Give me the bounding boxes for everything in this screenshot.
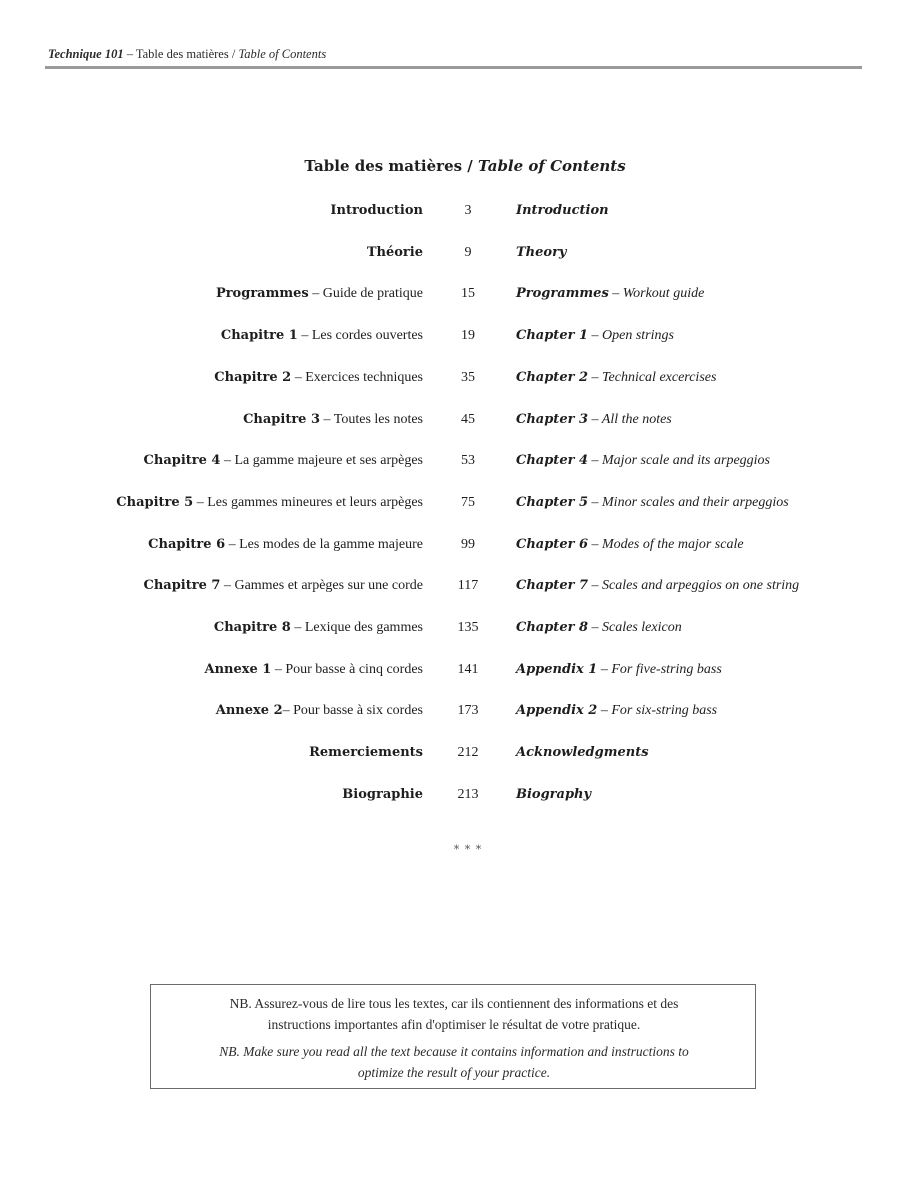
toc-entry-fr-description: – Guide de pratique bbox=[308, 286, 423, 302]
toc-entry-page-number: 35 bbox=[461, 369, 475, 385]
toc-entry-en bbox=[516, 451, 770, 471]
toc-entry-en bbox=[516, 410, 672, 430]
toc-entry-page-number: 53 bbox=[461, 453, 475, 469]
toc-entry-fr-description: – Les cordes ouvertes bbox=[297, 328, 423, 344]
toc-entry-en-description: – Scales lexicon bbox=[588, 620, 682, 635]
page-title-en: Table of Contents bbox=[478, 157, 626, 175]
toc-entry-page-number: 45 bbox=[461, 411, 475, 427]
toc-entry-en-label: Acknowledgments bbox=[516, 745, 649, 761]
toc-entry-fr-label: Programmes bbox=[215, 286, 309, 302]
toc-entry-page-number: 117 bbox=[457, 578, 479, 594]
toc-entry-fr bbox=[214, 368, 423, 388]
toc-entry-fr-label: Chapitre 7 bbox=[143, 578, 221, 594]
toc-entry-en-description: – For five-string bass bbox=[597, 661, 722, 677]
note-en bbox=[151, 1041, 757, 1083]
toc-entry-fr-description: – Les gammes mineures et leurs arpèges bbox=[193, 494, 423, 510]
running-header bbox=[48, 47, 326, 62]
toc-row bbox=[0, 201, 900, 221]
toc-entry-page-number: 15 bbox=[461, 286, 475, 302]
toc-entry-page-number: 173 bbox=[457, 703, 479, 719]
toc-entry-fr-description: – Gammes et arpèges sur une corde bbox=[220, 578, 423, 594]
toc-entry-page-number: 75 bbox=[461, 494, 475, 510]
toc-row bbox=[0, 243, 900, 263]
toc-entry-fr-label: Remerciements bbox=[309, 745, 423, 761]
toc-entry-fr bbox=[367, 243, 423, 263]
toc-entry-page-number: 141 bbox=[457, 661, 479, 677]
toc-row bbox=[0, 701, 900, 721]
toc-entry-en-description: – Minor scales and their arpeggios bbox=[588, 494, 789, 510]
note-fr-line-2: instructions importantes afin d'optimiser le résultat de votre pratique. bbox=[267, 1017, 641, 1032]
toc-row bbox=[0, 326, 900, 346]
toc-entry-fr-label: Chapitre 3 bbox=[243, 411, 321, 427]
toc-entry-fr bbox=[214, 618, 423, 638]
toc-entry-en bbox=[516, 201, 609, 221]
toc-entry-page-number: 3 bbox=[464, 203, 472, 218]
note-fr-line-1: NB. Assurez-vous de lire tous les textes, car ils contiennent des informations et des bbox=[229, 996, 679, 1011]
toc-row bbox=[0, 743, 900, 763]
toc-entry-fr-description: – Pour basse à six cordes bbox=[282, 703, 423, 719]
toc-entry-en bbox=[516, 785, 591, 805]
toc-entry-page-number: 135 bbox=[457, 620, 479, 635]
toc-entry-fr-label: Chapitre 8 bbox=[213, 620, 291, 635]
page-title bbox=[0, 157, 900, 175]
running-header-section-en: Table of Contents bbox=[238, 47, 327, 61]
toc-entry-fr bbox=[148, 535, 423, 555]
toc-entry-en-label: Programmes bbox=[516, 286, 609, 302]
toc-entry-en bbox=[516, 701, 717, 721]
toc-entry-fr bbox=[330, 201, 423, 221]
toc-entry-en bbox=[516, 660, 722, 680]
toc-entry-fr bbox=[116, 493, 423, 513]
toc-entry-en bbox=[516, 576, 799, 596]
running-header-slash: / bbox=[228, 47, 239, 61]
toc-row bbox=[0, 451, 900, 471]
running-header-section-fr: Table des matières bbox=[135, 47, 229, 61]
toc-entry-en-label: Appendix 2 bbox=[516, 703, 598, 719]
toc-entry-fr-description: – La gamme majeure et ses arpèges bbox=[220, 453, 423, 469]
toc-entry-fr-label: Annexe 1 bbox=[204, 661, 272, 677]
toc-entry-fr bbox=[342, 785, 423, 805]
toc-entry-en-label: Chapter 6 bbox=[516, 536, 589, 552]
toc-entry-fr bbox=[221, 326, 423, 346]
note-en-line-1: NB. Make sure you read all the text because it contains information and instructions to bbox=[219, 1044, 689, 1059]
toc-entry-fr bbox=[216, 284, 423, 304]
toc-entry-en bbox=[516, 743, 649, 763]
header-rule bbox=[45, 66, 862, 69]
toc-entry-en-description: – Major scale and its arpeggios bbox=[588, 453, 771, 469]
toc-entry-fr bbox=[144, 576, 424, 596]
toc-entry-en-description: – For six-string bass bbox=[597, 703, 718, 719]
toc-entry-fr-description: – Les modes de la gamme majeure bbox=[225, 536, 423, 552]
toc-entry-fr-label: Chapitre 1 bbox=[220, 328, 298, 344]
toc-entry-page-number: 213 bbox=[457, 786, 479, 802]
note-en-line-2: optimize the result of your practice. bbox=[357, 1065, 551, 1080]
toc-entry-fr-description: – Toutes les notes bbox=[320, 411, 423, 427]
toc-entry-fr bbox=[216, 701, 423, 721]
toc-entry-fr bbox=[144, 451, 423, 471]
toc-entry-en-description: – Open strings bbox=[588, 328, 674, 344]
toc-entry-fr-description: – Exercices techniques bbox=[291, 369, 423, 385]
toc-entry-page-number: 9 bbox=[464, 244, 472, 260]
toc-row bbox=[0, 493, 900, 513]
toc-entry-fr-label: Introduction bbox=[330, 203, 423, 218]
toc-entry-fr-label: Chapitre 6 bbox=[148, 536, 226, 552]
toc-entry-fr-label: Chapitre 2 bbox=[214, 369, 292, 385]
toc-entry-fr-label: Annexe 2 bbox=[215, 703, 283, 719]
toc-entry-en bbox=[516, 535, 744, 555]
toc-entry-en-description: – Technical excercises bbox=[588, 369, 717, 385]
toc-entry-en-label: Chapter 1 bbox=[516, 328, 589, 344]
toc-entry-en-label: Biography bbox=[516, 786, 592, 802]
ornament-separator: * * * bbox=[453, 843, 483, 856]
toc-entry-fr-label: Théorie bbox=[366, 244, 423, 260]
toc-entry-en bbox=[516, 618, 682, 638]
toc-entry-fr-label: Biographie bbox=[342, 786, 423, 802]
toc-entry-fr bbox=[309, 743, 423, 763]
toc-entry-fr bbox=[243, 410, 423, 430]
toc-entry-en bbox=[516, 326, 674, 346]
page-title-slash: / bbox=[462, 157, 478, 175]
toc-entry-en-description: – Scales and arpeggios on one string bbox=[588, 578, 800, 594]
toc-entry-en-label: Chapter 3 bbox=[516, 411, 589, 427]
toc-entry-en-label: Introduction bbox=[516, 203, 609, 218]
toc-entry-en-label: Theory bbox=[516, 244, 567, 260]
toc-row bbox=[0, 368, 900, 388]
toc-row bbox=[0, 410, 900, 430]
toc-entry-fr bbox=[205, 660, 424, 680]
toc-row bbox=[0, 576, 900, 596]
toc-entry-en-label: Chapter 5 bbox=[516, 494, 589, 510]
toc-entry-en-label: Appendix 1 bbox=[516, 661, 598, 677]
toc-entry-page-number: 19 bbox=[461, 328, 475, 344]
toc-entry-en bbox=[516, 493, 789, 513]
toc-row bbox=[0, 284, 900, 304]
toc-entry-page-number: 99 bbox=[461, 536, 475, 552]
toc-entry-fr-description: – Lexique des gammes bbox=[290, 620, 423, 635]
note-box bbox=[150, 984, 756, 1089]
toc-entry-fr-label: Chapitre 5 bbox=[116, 494, 194, 510]
toc-entry-en bbox=[516, 284, 704, 304]
toc-entry-fr-description: – Pour basse à cinq cordes bbox=[271, 661, 423, 677]
toc-entry-en bbox=[516, 368, 716, 388]
toc-entry-en bbox=[516, 243, 566, 263]
toc-entry-en-label: Chapter 4 bbox=[516, 453, 589, 469]
toc-row bbox=[0, 660, 900, 680]
note-fr bbox=[151, 993, 757, 1035]
page-title-fr: Table des matières bbox=[304, 157, 463, 175]
toc-row bbox=[0, 618, 900, 638]
running-header-title: Technique 101 bbox=[48, 47, 124, 61]
toc-entry-en-label: Chapter 7 bbox=[516, 578, 589, 594]
toc-entry-en-description: – All the notes bbox=[588, 411, 672, 427]
toc-entry-en-label: Chapter 2 bbox=[516, 369, 589, 385]
running-header-separator: – bbox=[123, 47, 136, 61]
toc-row bbox=[0, 785, 900, 805]
toc-entry-page-number: 212 bbox=[457, 745, 479, 761]
toc-entry-en-label: Chapter 8 bbox=[516, 620, 589, 635]
toc-row bbox=[0, 535, 900, 555]
toc-entry-en-description: – Workout guide bbox=[608, 286, 705, 302]
toc-entry-fr-label: Chapitre 4 bbox=[143, 453, 221, 469]
toc-entry-en-description: – Modes of the major scale bbox=[588, 536, 744, 552]
